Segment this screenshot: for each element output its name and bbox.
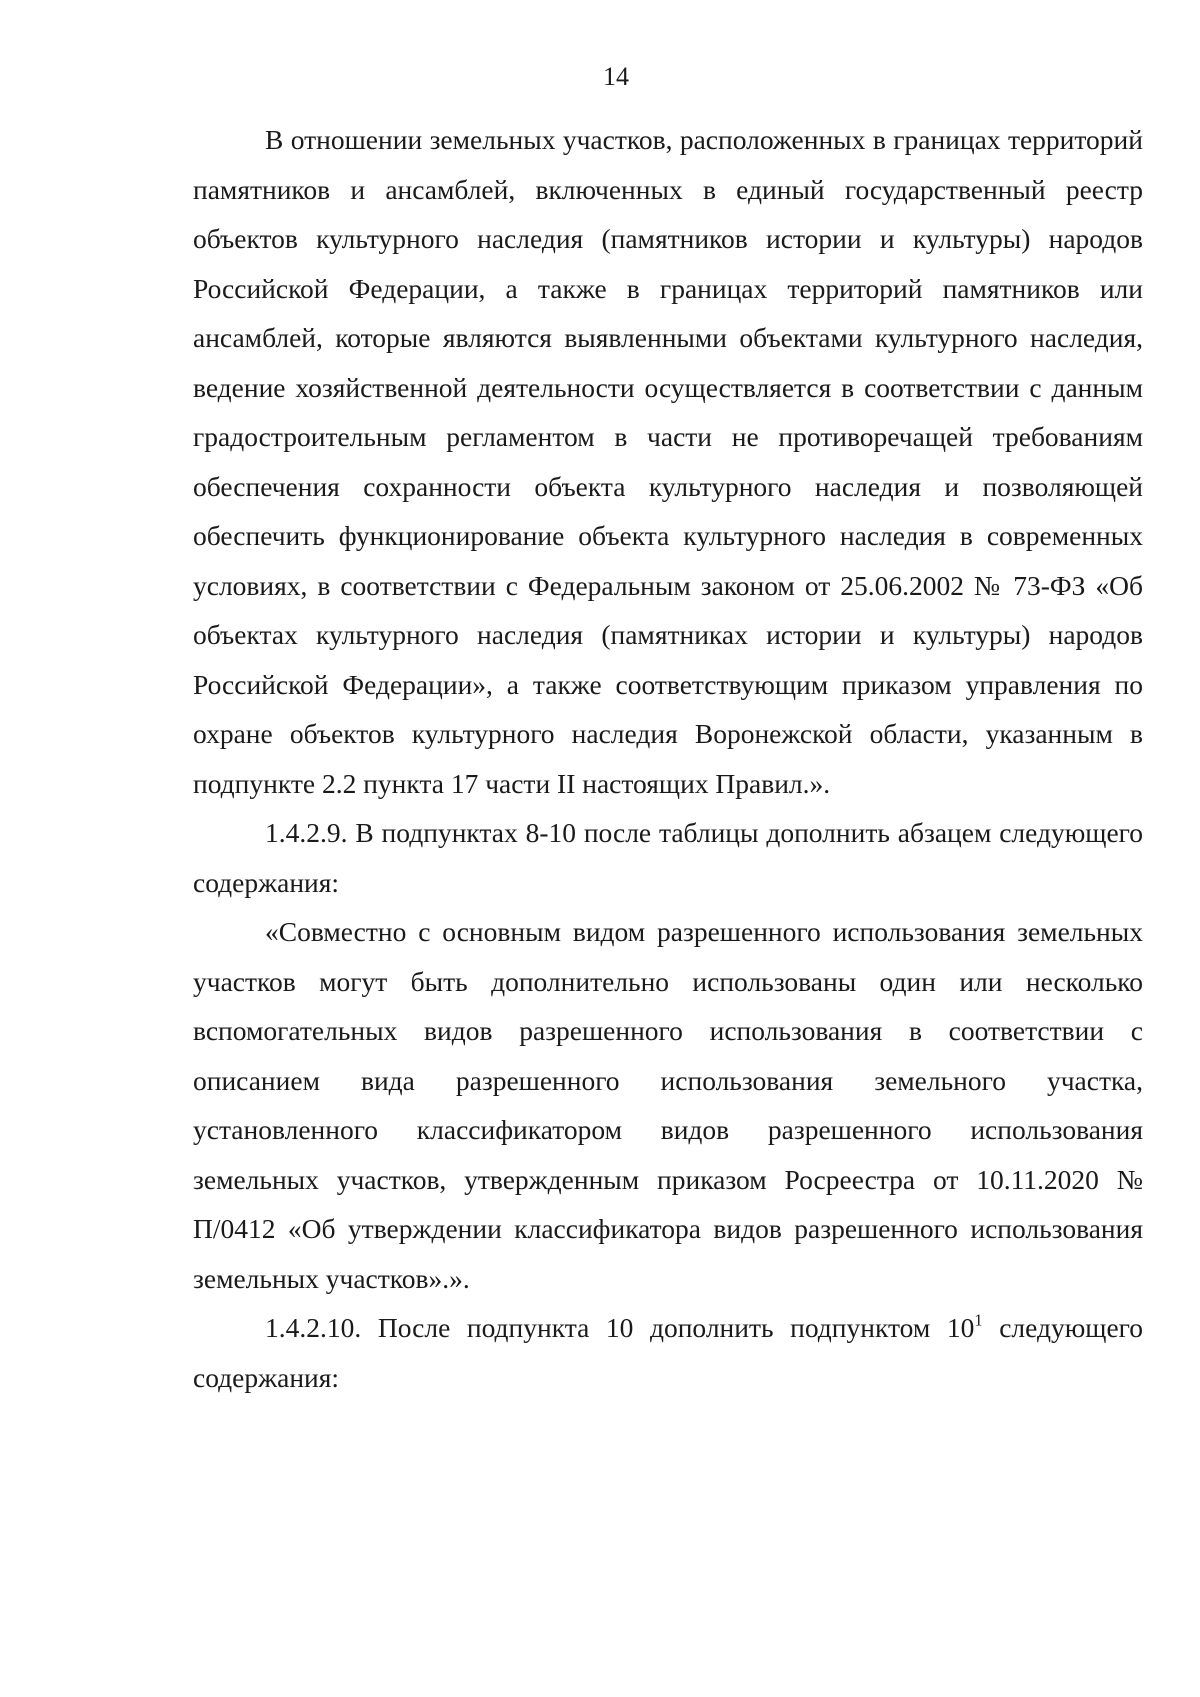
paragraph-quoted-amendment: «Совместно с основным видом разрешенного использования земельных участков могут быть дополнительно использованы один или несколько вспомогательных видов разрешенного использования в соответствии с описанием вида разрешенного использования земельного участка, установленного классификатором видов разрешенного использования земельных участков, утвержденным приказом Росреестра от 10.11.2020 № П/0412 «Об утверждении классификатора видов разрешенного использования земельных участков».». (193, 916, 1143, 1294)
superscript-index: 1 (974, 1310, 983, 1330)
paragraph-1-4-2-9: 1.4.2.9. В подпунктах 8-10 после таблицы дополнить абзацем следующего содержания: (193, 817, 1143, 898)
paragraph-1-4-2-10-end: следующего содержания: (193, 1312, 1143, 1393)
page-number: 14 (603, 62, 629, 91)
paragraph-1-4-2-10-start: 1.4.2.10. После подпункта 10 дополнить подпунктом 10 (265, 1312, 975, 1343)
paragraph-heritage-land-plots: В отношении земельных участков, расположенных в границах территорий памятников и ансамблей, включенных в единый государственный реестр объектов культурного наследия (памятников истории и культуры) народов Российской Федерации, а также в границах территорий памятников или ансамблей, которые являются выявленными объектами культурного наследия, ведение хозяйственной деятельности осуществляется в соответствии с данным градостроительным регламентом в части не противоречащей требованиям обеспечения сохранности объекта культурного наследия и позволяющей обеспечить функционирование объекта культурного наследия в современных условиях, в соответствии с Федеральным законом от 25.06.2002 № 73-ФЗ «Об объектах культурного наследия (памятниках истории и культуры) народов Российской Федерации», а также соответствующим приказом управления по охране объектов культурного наследия Воронежской области, указанным в подпункте 2.2 пункта 17 части II настоящих Правил.». (193, 124, 1143, 799)
paragraph-1-4-2-10 (193, 1303, 1143, 1402)
document-body (193, 115, 1143, 1402)
